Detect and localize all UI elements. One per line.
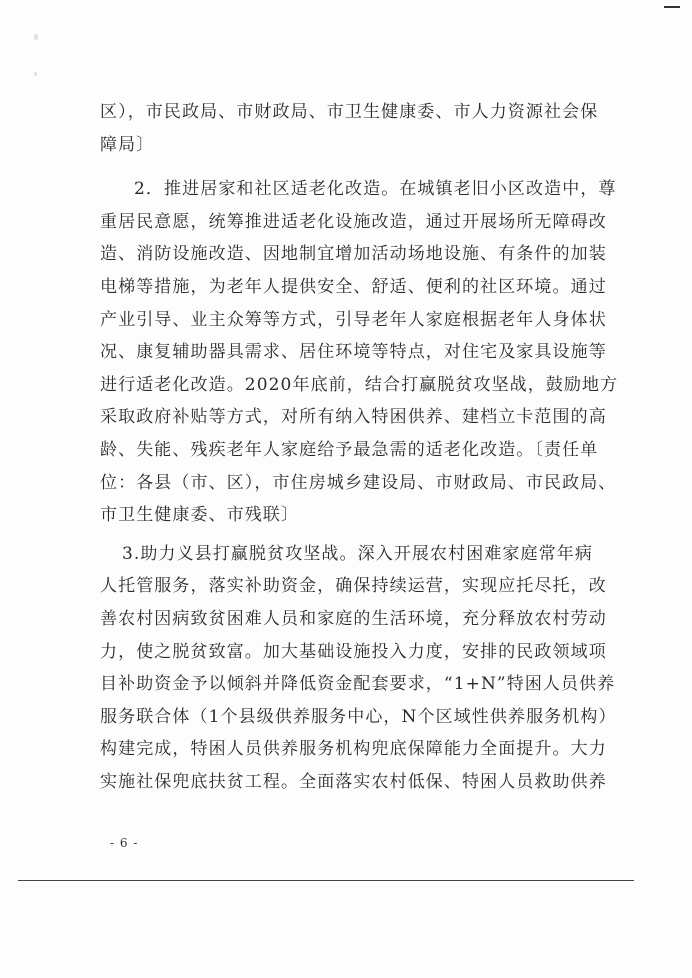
text-line: 产业引导、业主众筹等方式，引导老年人家庭根据老年人身体状 [100, 309, 607, 330]
text-line: 障局〕 [100, 134, 155, 155]
corner-mark [664, 6, 680, 8]
paragraph-intro [100, 96, 599, 161]
text-line: 善农村因病致贫困难人员和家庭的生活环境，充分释放农村劳动 [100, 608, 607, 629]
text-line: 区），市民政局、市财政局、市卫生健康委、市人力资源社会保 [100, 102, 599, 122]
text-line: 造、消防设施改造、因地制宜增加活动场地设施、有条件的加装 [100, 244, 607, 265]
footer-rule [18, 880, 634, 881]
text-line: 采取政府补贴等方式，对所有纳入特困供养、建档立卡范围的高 [100, 407, 607, 428]
text-line: 位：各县（市、区），市住房城乡建设局、市财政局、市民政局、 [100, 472, 617, 493]
page-number: - 6 - [110, 836, 139, 850]
text-line: 人托管服务，落实补助资金，确保持续运营，实现应托尽托，改 [100, 576, 607, 597]
text-line: 力，使之脱贫致富。加大基础设施投入力度，安排的民政领域项 [100, 641, 607, 662]
text-line: 构建完成，特困人员供养服务机构兜底保障能力全面提升。大力 [100, 739, 607, 760]
text-line: 电梯等措施，为老年人提供安全、舒适、便利的社区环境。通过 [100, 276, 607, 297]
text-line: 3.助力义县打赢脱贫攻坚战。深入开展农村困难家庭常年病 [122, 543, 593, 564]
text-line: 服务联合体（1个县级供养服务中心，N个区域性供养服务机构） [100, 706, 617, 727]
text-line: 况、康复辅助器具需求、居住环境等特点，对住宅及家具设施等 [100, 342, 607, 363]
paragraph-2 [100, 173, 619, 532]
text-line: 进行适老化改造。2020年底前，结合打赢脱贫攻坚战，鼓励地方 [100, 374, 619, 395]
scan-smudge [34, 72, 37, 76]
document-body [100, 96, 619, 798]
paragraph-3 [100, 538, 617, 799]
text-line: 重居民意愿，统筹推进适老化设施改造，通过开展场所无障碍改 [100, 211, 607, 232]
text-line: 龄、失能、残疾老年人家庭给予最急需的适老化改造。〔责任单 [100, 439, 599, 460]
text-line: 目补助资金予以倾斜并降低资金配套要求，“1+N”特困人员供养 [100, 674, 616, 695]
text-line: 2．推进居家和社区适老化改造。在城镇老旧小区改造中，尊 [134, 179, 617, 200]
scan-smudge [34, 34, 38, 40]
text-line: 市卫生健康委、市残联〕 [100, 505, 300, 526]
text-line: 实施社保兜底扶贫工程。全面落实农村低保、特困人员救助供养 [100, 771, 607, 792]
